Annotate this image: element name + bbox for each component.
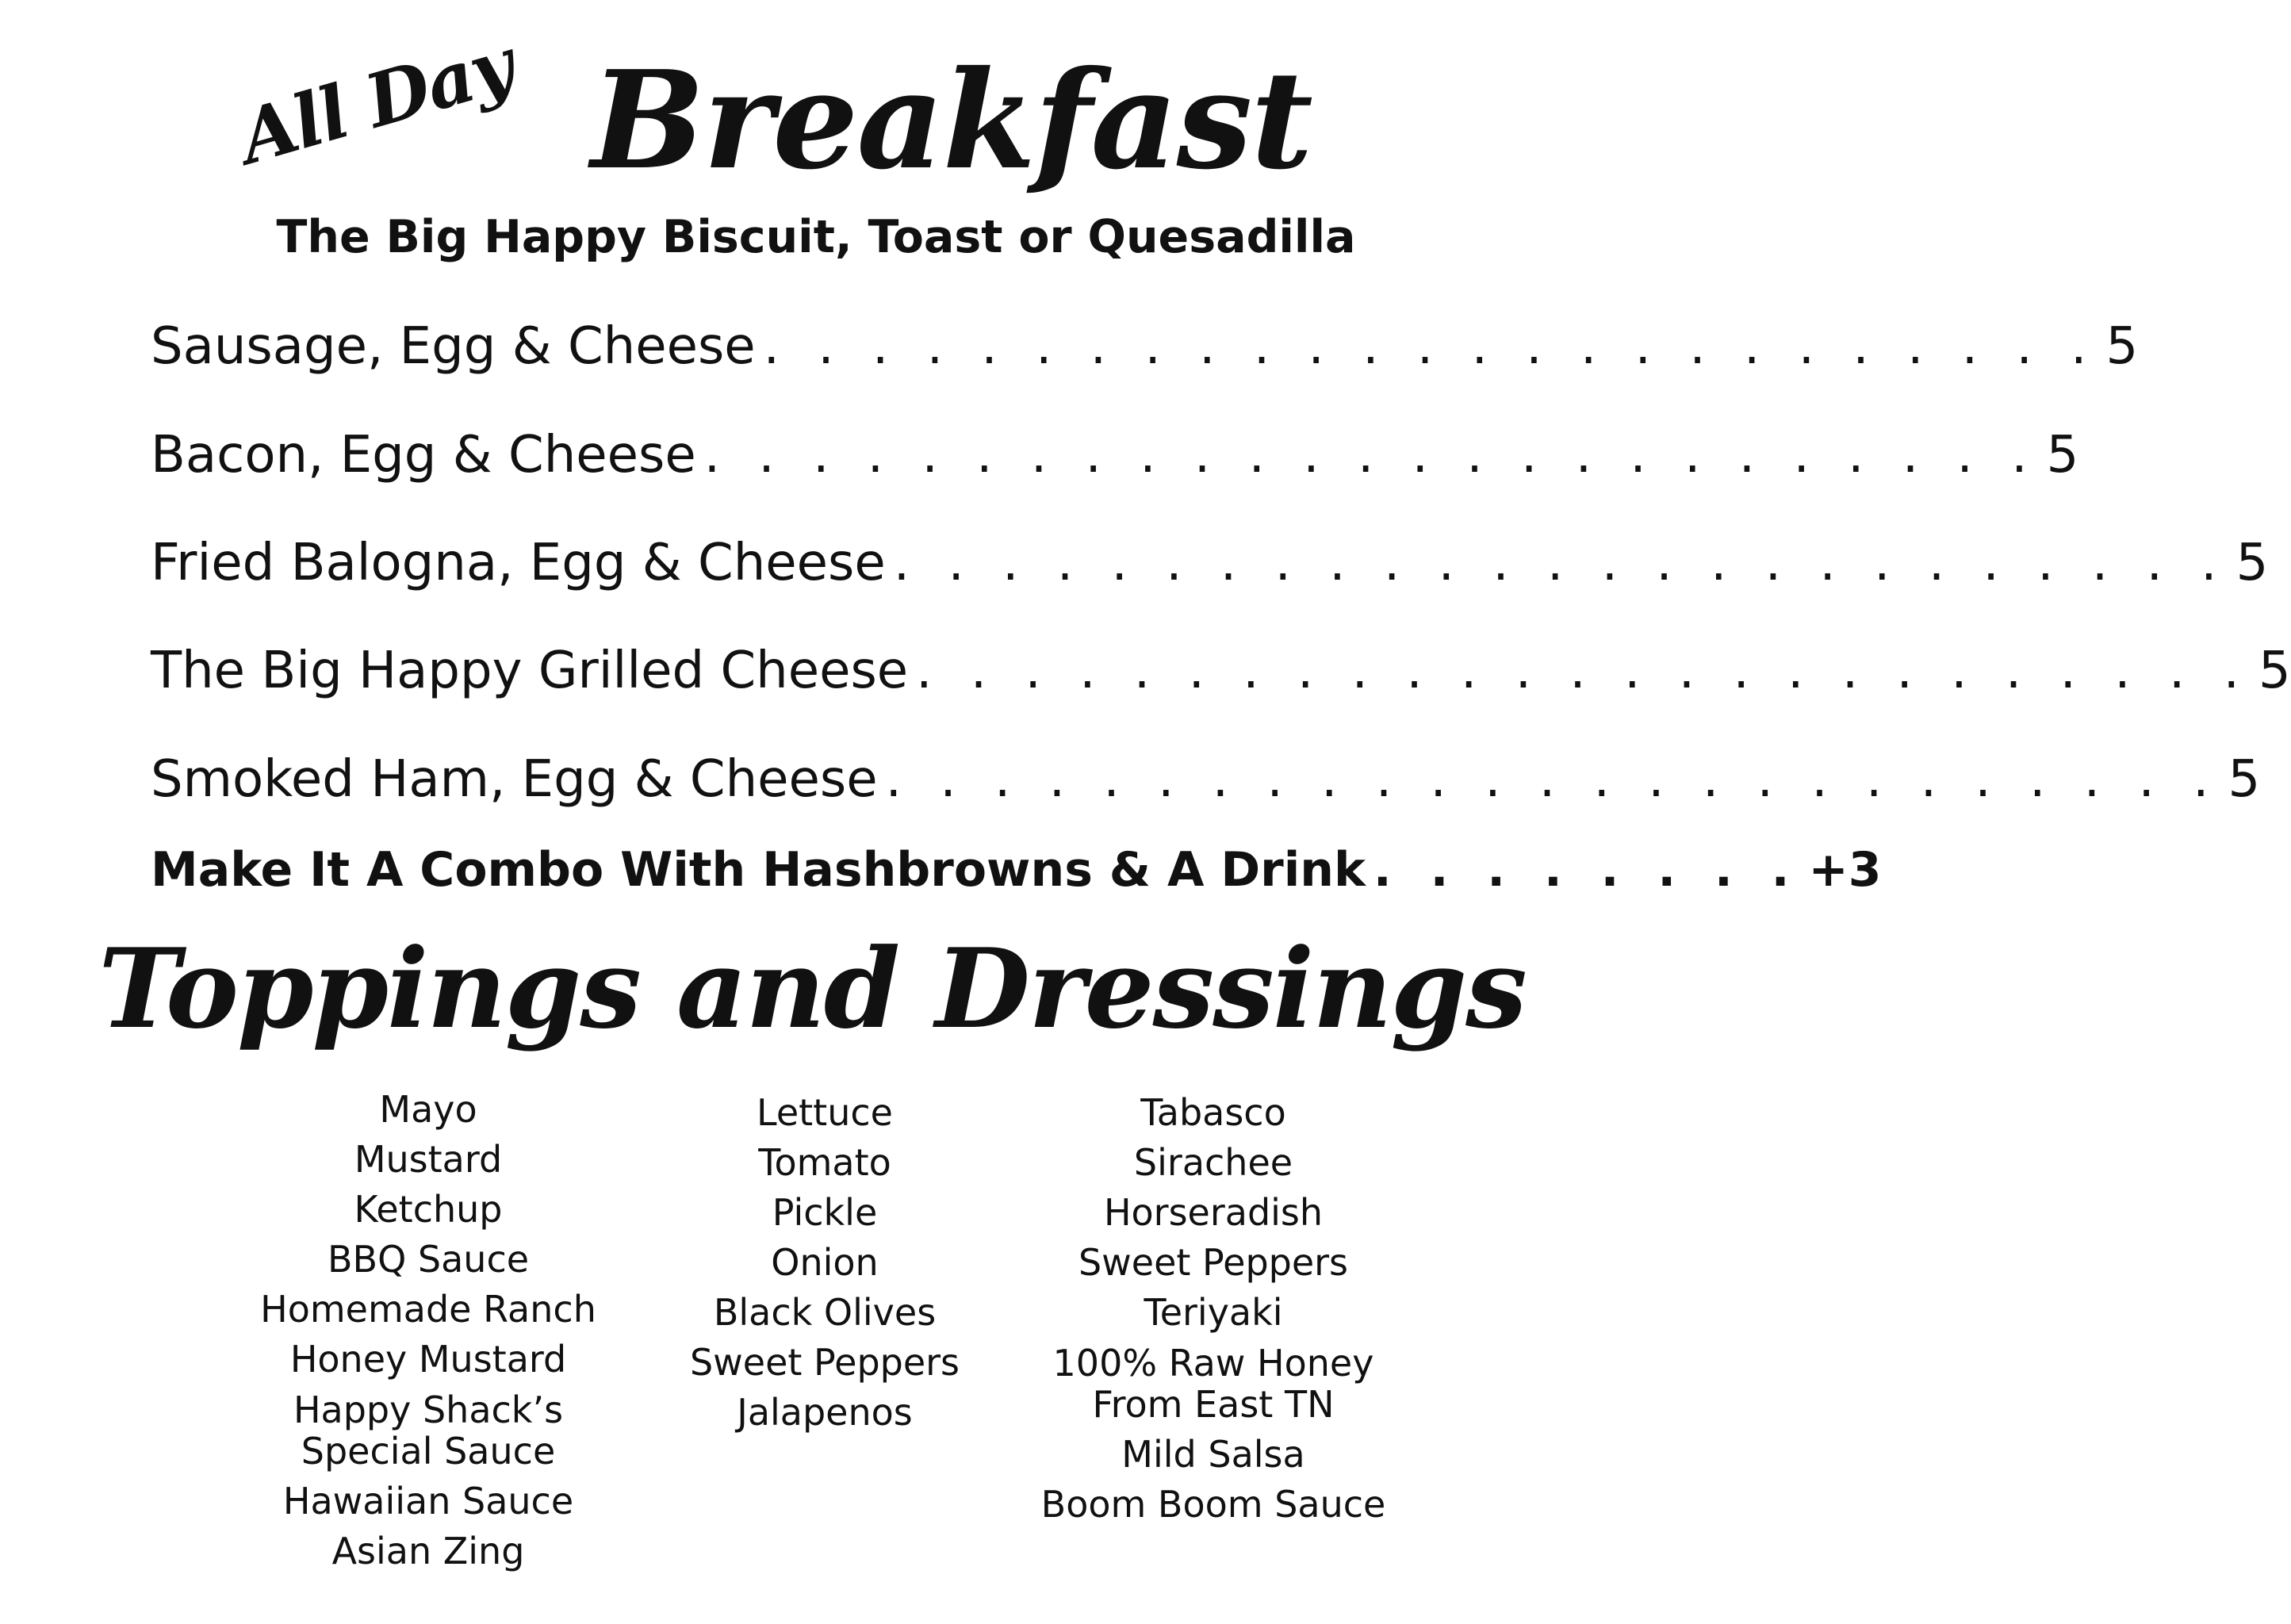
menu-item-price: 5 — [2258, 642, 2291, 700]
topping-item: Lettuce — [757, 1091, 893, 1134]
toppings-column-extras — [983, 1088, 1443, 1530]
menu-item-name: Smoked Ham, Egg & Cheese — [151, 750, 878, 809]
topping-item: Pickle — [772, 1191, 878, 1234]
topping-item: Black Olives — [713, 1291, 937, 1334]
topping-item: Tomato — [758, 1141, 891, 1184]
topping-item: Horseradish — [1103, 1191, 1324, 1234]
topping-item: Hawaiian Sauce — [282, 1480, 574, 1522]
dot-leader: . . . . . . . . . . . . . . . . . . . . . . . . . — [916, 642, 2251, 700]
menu-item-name: Bacon, Egg & Cheese — [151, 426, 696, 485]
menu-item-sausage-egg-cheese — [151, 317, 2139, 376]
topping-item: Boom Boom Sauce — [1040, 1483, 1386, 1526]
title-toppings-and-dressings: Toppings and Dressings — [98, 924, 1526, 1053]
menu-item-bacon-egg-cheese — [151, 426, 2079, 485]
topping-item: Mild Salsa — [1121, 1433, 1305, 1476]
combo-name: Make It A Combo With Hashbrowns & A Drink — [151, 842, 1366, 898]
menu-item-price: 5 — [2228, 750, 2261, 809]
topping-item: Mustard — [354, 1138, 503, 1181]
topping-item: Sweet Peppers — [689, 1341, 960, 1384]
title-all-day: All Day — [230, 21, 523, 181]
topping-item-line: Happy Shack’s — [293, 1388, 564, 1431]
topping-item: Asian Zing — [331, 1530, 525, 1572]
combo-upgrade — [151, 842, 1882, 898]
topping-item: Honey Mustard — [289, 1338, 567, 1381]
topping-item — [983, 1342, 1443, 1425]
topping-item: BBQ Sauce — [327, 1238, 530, 1281]
menu-item-big-happy-grilled-cheese — [151, 642, 2291, 700]
dot-leader: . . . . . . . . . . . . . . . . . . . . . . . . . — [885, 750, 2220, 809]
menu-item-fried-balogna-egg-cheese — [151, 534, 2269, 592]
menu-item-name: The Big Happy Grilled Cheese — [151, 642, 909, 700]
menu-item-smoked-ham-egg-cheese — [151, 750, 2261, 809]
topping-item: Teriyaki — [1144, 1291, 1283, 1334]
topping-item — [198, 1389, 658, 1472]
dot-leader: . . . . . . . . . . . . . . . . . . . . . . . . . — [893, 534, 2228, 592]
topping-item: Ketchup — [354, 1188, 503, 1231]
topping-item-line: 100% Raw Honey — [1052, 1342, 1374, 1385]
topping-item: Mayo — [379, 1088, 477, 1131]
topping-item: Onion — [771, 1241, 879, 1284]
combo-price: +3 — [1808, 842, 1882, 898]
topping-item: Sweet Peppers — [1078, 1241, 1349, 1284]
topping-item: Jalapenos — [737, 1391, 913, 1434]
menu-item-name: Sausage, Egg & Cheese — [151, 317, 756, 376]
topping-item-line: From East TN — [1092, 1383, 1335, 1426]
menu-item-price: 5 — [2105, 317, 2139, 376]
menu-item-name: Fried Balogna, Egg & Cheese — [151, 534, 886, 592]
menu-item-price: 5 — [2235, 534, 2269, 592]
topping-item: Homemade Ranch — [260, 1288, 596, 1331]
topping-item: Sirachee — [1133, 1141, 1293, 1184]
topping-item-line: Special Sauce — [301, 1430, 556, 1473]
dot-leader: . . . . . . . . . . . . . . . . . . . . . . . . . — [763, 317, 2098, 376]
dot-leader: . . . . . . . . . . . . . . . . . . . . . . . . . — [703, 426, 2039, 485]
toppings-column-sauces — [198, 1085, 658, 1576]
topping-item: Tabasco — [1140, 1091, 1286, 1134]
toppings-column-vegetables — [611, 1088, 1039, 1438]
title-breakfast: Breakfast — [591, 41, 1312, 200]
menu-item-price: 5 — [2046, 426, 2079, 485]
menu-subtitle: The Big Happy Biscuit, Toast or Quesadilla — [276, 211, 1356, 263]
dot-leader: . . . . . . . . — [1373, 842, 1801, 898]
